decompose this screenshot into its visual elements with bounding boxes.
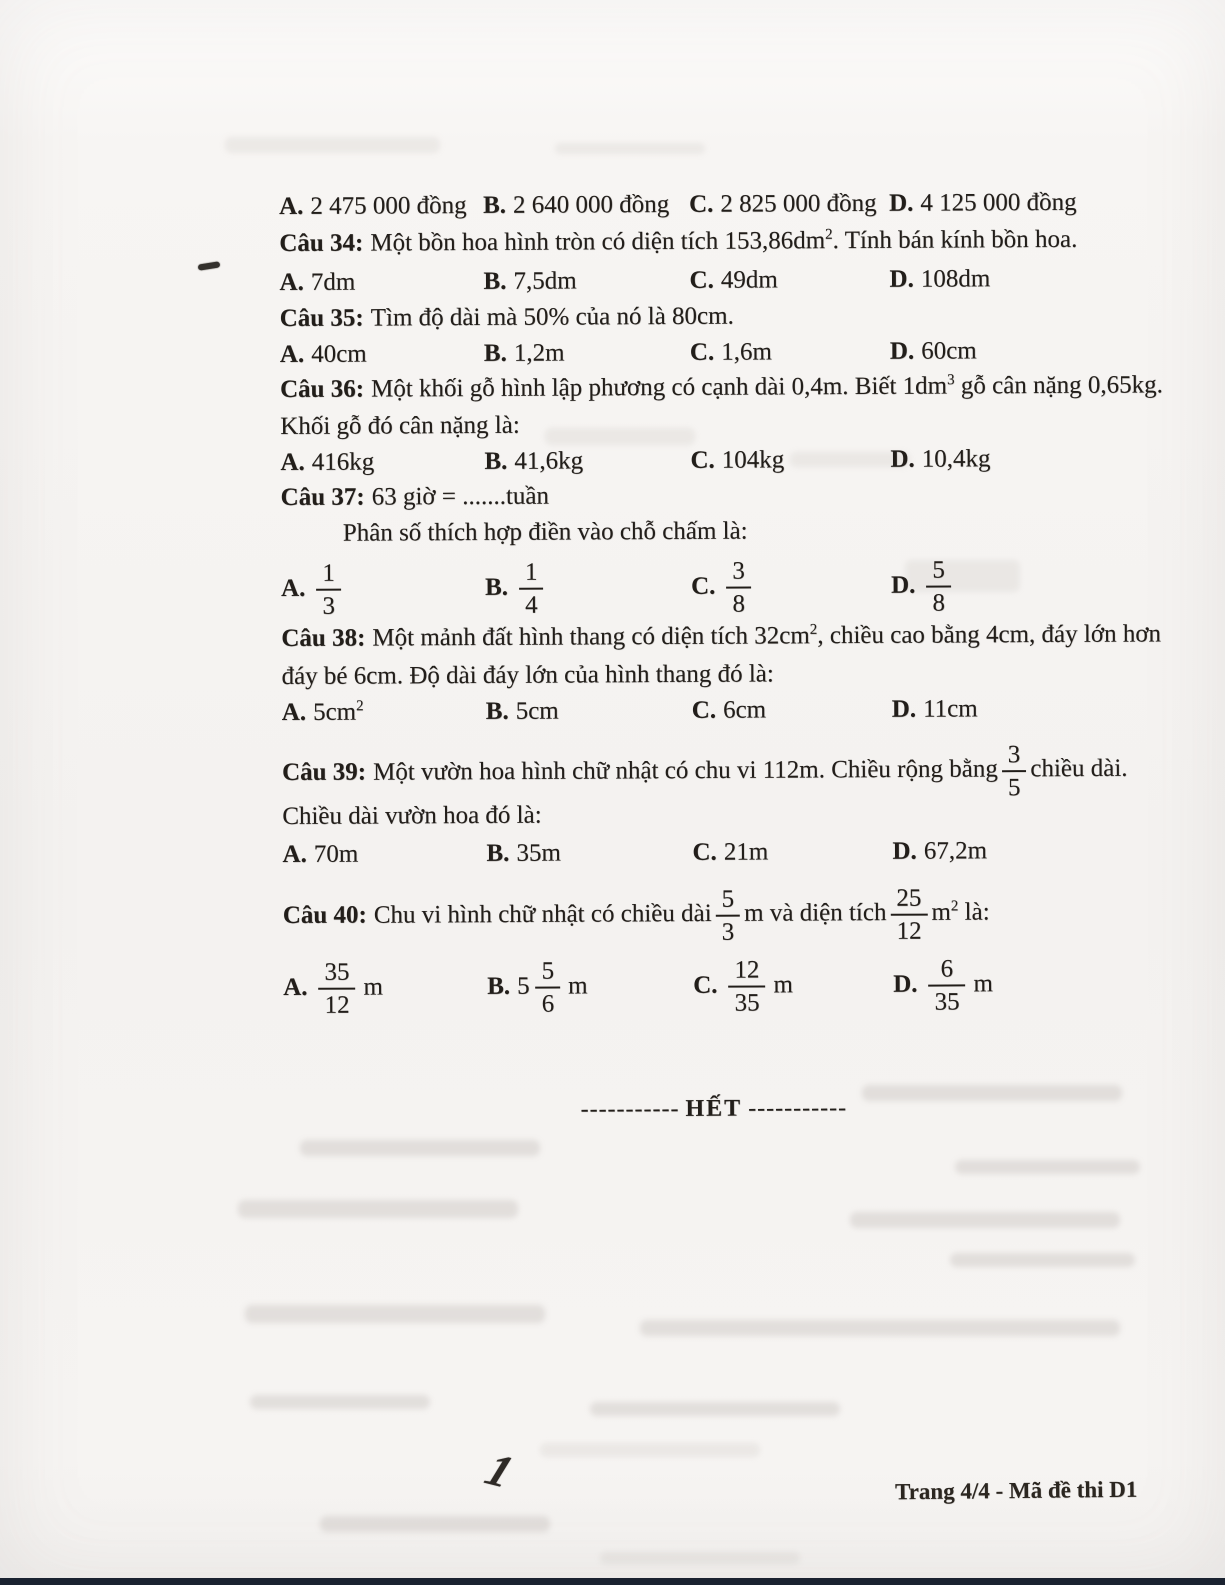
option-unit: m xyxy=(773,971,793,999)
fraction xyxy=(519,558,544,617)
option-d xyxy=(892,833,1142,868)
question-text: Một vườn hoa hình chữ nhật có chu vi 112m. Chiều rộng bằng xyxy=(373,755,998,786)
option-c xyxy=(690,335,890,370)
question-34-options xyxy=(279,261,1139,300)
option-letter: C. xyxy=(689,266,714,294)
option-b xyxy=(485,557,691,617)
fraction-denominator: 5 xyxy=(1007,774,1021,802)
fraction-numerator: 6 xyxy=(928,955,965,986)
option-d xyxy=(892,691,1142,726)
question-33-options xyxy=(279,185,1139,224)
option-value: 2 475 000 đồng xyxy=(310,192,467,220)
option-value: 7,5dm xyxy=(513,267,577,295)
end-dashes-right: ----------- xyxy=(748,1095,848,1122)
option-letter: A. xyxy=(282,840,307,868)
fraction xyxy=(890,885,927,944)
fraction xyxy=(715,886,740,945)
option-b xyxy=(487,956,693,1016)
fraction xyxy=(726,557,751,616)
question-text: Một mảnh đất hình thang có diện tích 32cm xyxy=(372,622,810,652)
option-letter: C. xyxy=(689,338,715,366)
question-37-prompt xyxy=(281,480,550,515)
option-d xyxy=(890,333,1140,368)
option-value: 60cm xyxy=(921,337,977,365)
fraction-numerator: 35 xyxy=(318,958,355,989)
fraction-numerator: 3 xyxy=(1002,741,1027,772)
fraction-numerator: 1 xyxy=(519,558,544,589)
question-text: đáy bé 6cm. Độ dài đáy lớn của hình thang đó là: xyxy=(281,660,774,690)
option-letter: A. xyxy=(279,192,304,220)
option-d xyxy=(891,555,1141,615)
option-c xyxy=(693,955,893,1015)
question-text: Chiều dài vườn hoa đó là: xyxy=(282,801,542,830)
question-label: Câu 39: xyxy=(281,758,367,787)
question-label: Câu 34: xyxy=(279,229,364,257)
option-value: 2 640 000 đồng xyxy=(512,190,670,219)
option-value: 21m xyxy=(723,838,769,866)
option-letter: C. xyxy=(689,190,714,218)
option-value: 70m xyxy=(313,840,359,868)
option-a xyxy=(280,445,484,480)
option-value: 2 825 000 đồng xyxy=(720,189,877,218)
question-37-options xyxy=(281,548,1141,625)
fraction-denominator: 8 xyxy=(732,590,746,618)
option-a xyxy=(281,558,485,618)
option-value: 6cm xyxy=(722,696,767,724)
fraction xyxy=(318,958,355,1017)
option-value: 10,4kg xyxy=(921,445,991,473)
question-text: Một bồn hoa hình tròn có diện tích 153,86dm xyxy=(370,227,826,257)
option-letter: B. xyxy=(483,339,507,367)
exam-content xyxy=(278,0,1163,1585)
question-label: Câu 38: xyxy=(281,624,366,652)
question-text: Phân số thích hợp điền vào chỗ chấm là: xyxy=(342,517,748,547)
option-letter: C. xyxy=(691,572,716,600)
question-text: , chiều cao bằng 4cm, đáy lớn hơn xyxy=(817,620,1162,650)
option-letter: A. xyxy=(281,574,306,602)
option-letter: C. xyxy=(691,696,717,724)
superscript: 2 xyxy=(356,698,364,715)
option-value: 104kg xyxy=(721,446,785,474)
option-unit: m xyxy=(363,973,384,1001)
option-b xyxy=(484,444,690,479)
option-a xyxy=(283,957,487,1017)
question-text: Khối gỗ đó cân nặng là: xyxy=(280,411,520,440)
option-value: 41,6kg xyxy=(514,447,584,475)
question-39-prompt xyxy=(282,741,1128,804)
option-value: 40cm xyxy=(311,340,367,368)
option-letter: D. xyxy=(889,189,914,217)
question-text: Chu vi hình chữ nhật có chiều dài xyxy=(373,899,712,929)
fraction-denominator: 6 xyxy=(541,990,555,1018)
option-b xyxy=(486,694,692,729)
option-letter: A. xyxy=(279,268,304,296)
question-39-prompt-line2 xyxy=(282,799,542,834)
option-value: 416kg xyxy=(311,448,375,476)
option-letter: B. xyxy=(485,573,509,601)
superscript: 2 xyxy=(809,621,818,638)
option-unit: m xyxy=(568,972,588,1000)
option-d xyxy=(890,441,1140,476)
option-unit: m xyxy=(973,970,993,998)
question-36-prompt-line2 xyxy=(280,409,520,444)
fraction-numerator: 3 xyxy=(726,557,751,588)
fraction-denominator: 4 xyxy=(525,591,538,619)
option-letter: D. xyxy=(891,695,917,723)
option-d xyxy=(889,261,1139,296)
option-letter: A. xyxy=(280,448,305,476)
option-value: 108dm xyxy=(920,265,991,293)
option-a xyxy=(280,337,484,372)
option-letter: B. xyxy=(485,697,509,725)
handwritten-mark: 1 xyxy=(478,1443,521,1498)
end-dashes-left: ----------- xyxy=(580,1095,680,1123)
option-letter: D. xyxy=(892,837,917,865)
question-text: chiều dài. xyxy=(1030,754,1128,783)
option-letter: C. xyxy=(693,971,718,999)
option-b xyxy=(484,336,690,371)
option-letter: B. xyxy=(483,267,507,295)
question-38-prompt xyxy=(281,617,1161,656)
fraction-numerator: 1 xyxy=(316,559,341,590)
option-letter: D. xyxy=(889,265,914,293)
fraction xyxy=(728,956,765,1015)
option-value: 67,2m xyxy=(923,837,988,865)
question-text: Một khối gỗ hình lập phương có cạnh dài 0,4m. Biết 1dm xyxy=(371,372,948,403)
option-letter: A. xyxy=(283,973,308,1001)
fraction-denominator: 35 xyxy=(934,987,960,1016)
fraction-numerator: 25 xyxy=(890,885,927,916)
option-c xyxy=(692,835,892,870)
superscript: 2 xyxy=(950,898,959,915)
fraction-numerator: 5 xyxy=(715,886,740,917)
option-c xyxy=(689,187,889,222)
question-label: Câu 40: xyxy=(282,901,367,930)
end-label: HẾT xyxy=(685,1095,743,1122)
question-label: Câu 37: xyxy=(280,483,365,511)
question-38-prompt-line2 xyxy=(281,657,773,694)
option-letter: C. xyxy=(690,446,715,474)
question-34-prompt xyxy=(279,223,1077,261)
fraction xyxy=(1002,741,1027,800)
option-c xyxy=(689,263,889,298)
fraction-denominator: 3 xyxy=(721,918,735,946)
question-label: Câu 36: xyxy=(279,375,365,403)
question-text: là: xyxy=(958,898,990,926)
option-value: 4 125 000 đồng xyxy=(920,188,1077,217)
mixed-number-whole: 5 xyxy=(517,972,530,1000)
option-value: 11cm xyxy=(922,695,978,723)
fraction-numerator: 5 xyxy=(926,556,951,587)
option-letter: D. xyxy=(891,571,916,599)
option-letter: D. xyxy=(890,445,915,473)
option-a xyxy=(282,837,486,872)
fraction-denominator: 8 xyxy=(932,589,946,617)
option-letter: B. xyxy=(483,191,507,219)
question-39-options xyxy=(282,833,1142,872)
fraction-denominator: 12 xyxy=(324,991,350,1019)
fraction xyxy=(316,559,341,618)
page-footer: Trang 4/4 - Mã đề thi D1 xyxy=(894,1476,1138,1505)
fraction-denominator: 35 xyxy=(734,988,760,1017)
option-letter: B. xyxy=(486,839,510,867)
option-c xyxy=(691,556,891,616)
option-letter: C. xyxy=(692,838,717,866)
superscript: 3 xyxy=(947,372,955,389)
question-35-options xyxy=(280,333,1140,372)
option-b xyxy=(486,836,692,871)
bottom-scan-edge xyxy=(0,1578,1225,1585)
fraction xyxy=(928,955,965,1014)
question-36-options xyxy=(280,441,1140,480)
option-d xyxy=(893,954,1143,1014)
question-text: 63 giờ = .......tuần xyxy=(371,482,550,511)
option-value: 1,2m xyxy=(513,339,565,367)
option-letter: A. xyxy=(281,698,307,726)
option-value: 7dm xyxy=(310,268,356,296)
fraction-numerator: 5 xyxy=(535,957,560,988)
option-letter: D. xyxy=(889,337,915,365)
question-40-options xyxy=(283,947,1143,1024)
question-text: . Tính bán kính bồn hoa. xyxy=(832,225,1078,255)
question-38-options xyxy=(282,691,1142,730)
question-35-prompt xyxy=(280,300,734,336)
option-value: 5cm xyxy=(515,697,559,725)
question-36-prompt xyxy=(280,368,1163,407)
option-value: 1,6m xyxy=(721,338,772,366)
option-letter: B. xyxy=(484,447,508,475)
option-b xyxy=(483,188,689,223)
question-label: Câu 35: xyxy=(279,304,364,332)
fraction-denominator: 12 xyxy=(896,917,922,945)
fraction xyxy=(535,957,560,1016)
option-c xyxy=(690,443,890,478)
option-value: 49dm xyxy=(720,266,778,294)
question-text: Tìm độ dài mà 50% của nó là 80cm. xyxy=(370,302,734,332)
option-letter: D. xyxy=(893,970,918,998)
question-40-prompt xyxy=(283,884,990,947)
option-letter: B. xyxy=(487,972,511,1000)
fraction-denominator: 3 xyxy=(322,592,336,620)
superscript: 2 xyxy=(825,226,833,243)
option-b xyxy=(483,264,689,299)
question-text: m xyxy=(931,898,951,926)
option-d xyxy=(889,185,1139,220)
fraction-numerator: 12 xyxy=(728,956,765,987)
option-letter: A. xyxy=(279,340,305,368)
option-value: 5cm xyxy=(312,698,357,726)
option-c xyxy=(692,693,892,728)
question-37-prompt-line2 xyxy=(343,515,748,551)
question-text: m và diện tích xyxy=(744,899,887,927)
pen-mark xyxy=(198,261,221,270)
fraction xyxy=(926,556,951,615)
end-of-exam-marker xyxy=(284,1093,1144,1125)
question-text: gỗ cân nặng 0,65kg. xyxy=(954,371,1163,400)
option-a xyxy=(279,265,483,300)
option-value: 35m xyxy=(516,839,561,867)
option-a xyxy=(282,695,486,730)
option-a xyxy=(279,189,483,224)
